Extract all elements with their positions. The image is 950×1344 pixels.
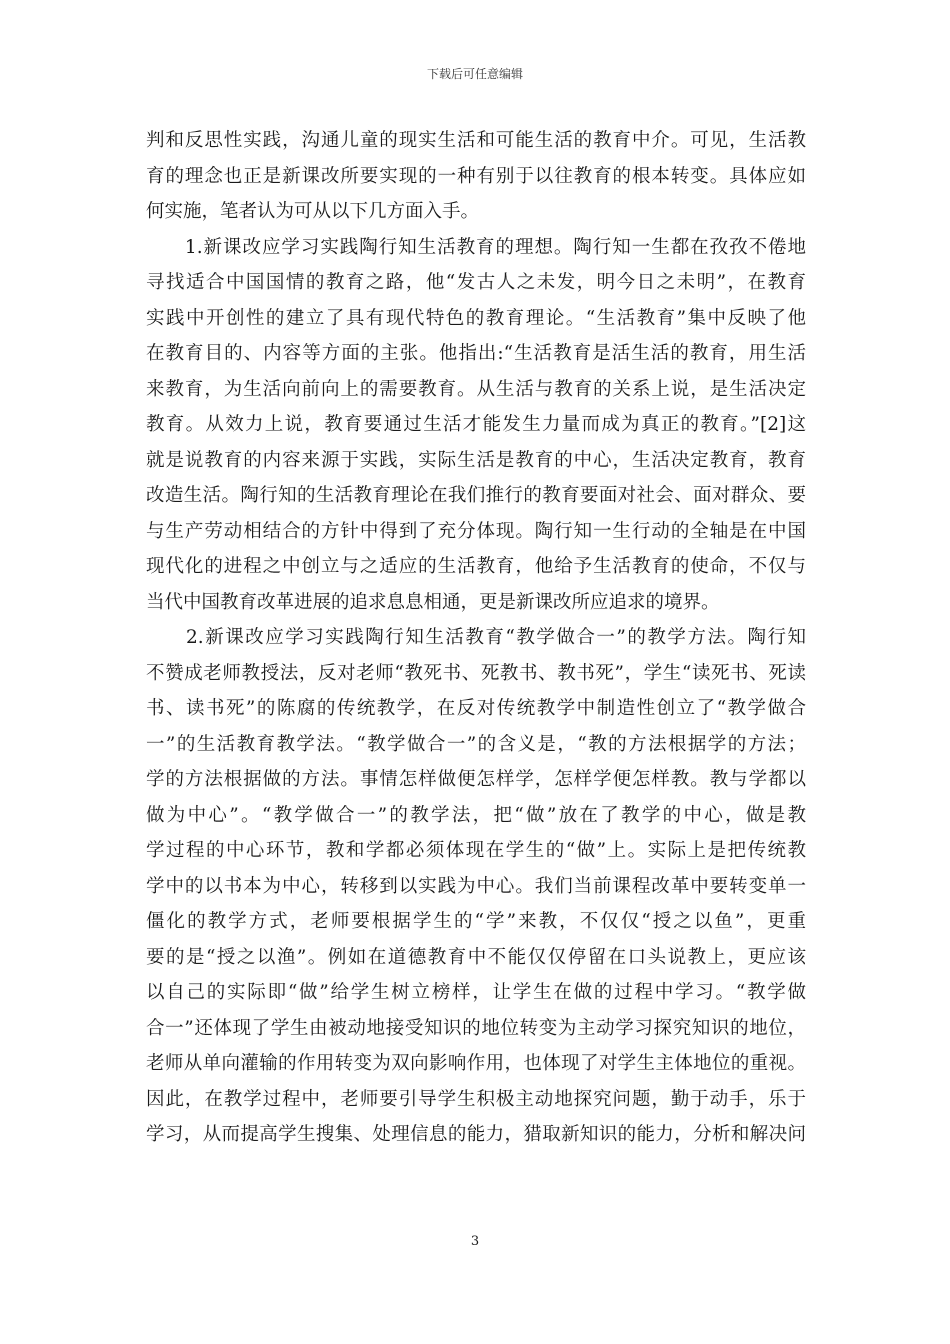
text-line: 学中的以书本为中心，转移到以实践为中心。我们当前课程改革中要转变单一 bbox=[146, 875, 806, 897]
text-line: 当代中国教育改革进展的追求息息相通，更是新课改所应追求的境界。 bbox=[146, 591, 720, 613]
text-line: 老师从单向灌输的作用转变为双向影响作用，也体现了对学生主体地位的重视。 bbox=[146, 1053, 806, 1074]
text-line: 僵化的教学方式，老师要根据学生的“学”来教，不仅仅“授之以鱼”，更重 bbox=[146, 911, 806, 932]
body-text bbox=[146, 123, 806, 1153]
text-line: 育的理念也正是新课改所要实现的一种有别于以往教育的根本转变。具体应如 bbox=[146, 165, 806, 187]
text-line: 1.新课改应学习实践陶行知生活教育的理想。陶行知一生都在孜孜不倦地 bbox=[146, 236, 806, 258]
text-line: 书、读书死”的陈腐的传统教学，在反对传统教学中制造性创立了“教学做合 bbox=[146, 698, 806, 719]
text-line: 2.新课改应学习实践陶行知生活教育“教学做合一”的教学方法。陶行知 bbox=[146, 627, 806, 648]
text-line: 在教育目的、内容等方面的主张。他指出:“生活教育是活生活的教育，用生活 bbox=[146, 343, 806, 364]
text-line: 合一”还体现了学生由被动地接受知识的地位转变为主动学习探究知识的地位， bbox=[146, 1017, 806, 1039]
text-line: 教育。从效力上说，教育要通过生活才能发生力量而成为真正的教育。”[2]这 bbox=[146, 414, 806, 435]
page-number: 3 bbox=[470, 1234, 480, 1249]
text-line: 学习，从而提高学生搜集、处理信息的能力，猎取新知识的能力，分析和解决问 bbox=[146, 1124, 806, 1145]
text-line: 做为中心”。“教学做合一”的教学法，把“做”放在了教学的中心，做是教 bbox=[146, 804, 806, 826]
text-line: 现代化的进程之中创立与之适应的生活教育，他给予生活教育的使命，不仅与 bbox=[146, 556, 806, 577]
text-line: 不赞成老师教授法，反对老师“教死书、死教书、教书死”，学生“读死书、死读 bbox=[146, 662, 806, 684]
page-header: 下载后可任意编辑 bbox=[426, 67, 523, 81]
text-line: 学的方法根据做的方法。事情怎样做便怎样学，怎样学便怎样教。教与学都以 bbox=[146, 769, 806, 790]
text-line: 以自己的实际即“做”给学生树立榜样，让学生在做的过程中学习。“教学做 bbox=[146, 982, 806, 1003]
text-line: 来教育，为生活向前向上的需要教育。从生活与教育的关系上说，是生活决定 bbox=[146, 378, 806, 400]
text-line: 要的是“授之以渔”。例如在道德教育中不能仅仅停留在口头说教上，更应该 bbox=[146, 946, 806, 968]
text-line: 就是说教育的内容来源于实践，实际生活是教育的中心，生活决定教育，教育 bbox=[146, 449, 806, 471]
text-line: 因此，在教学过程中，老师要引导学生积极主动地探究问题，勤于动手，乐于 bbox=[146, 1088, 806, 1110]
text-line: 判和反思性实践，沟通儿童的现实生活和可能生活的教育中介。可见，生活教 bbox=[146, 130, 806, 151]
text-line: 实践中开创性的建立了具有现代特色的教育理论。“生活教育”集中反映了他 bbox=[146, 307, 806, 329]
text-line: 一”的生活教育教学法。“教学做合一”的含义是，“教的方法根据学的方法； bbox=[146, 733, 806, 755]
text-line: 改造生活。陶行知的生活教育理论在我们推行的教育要面对社会、面对群众、要 bbox=[146, 485, 806, 506]
text-line: 与生产劳动相结合的方针中得到了充分体现。陶行知一生行动的全轴是在中国 bbox=[146, 520, 806, 542]
text-line: 寻找适合中国国情的教育之路，他“发古人之未发，明今日之未明”，在教育 bbox=[146, 272, 806, 293]
text-line: 何实施，笔者认为可从以下几方面入手。 bbox=[146, 201, 480, 222]
text-line: 学过程的中心环节，教和学都必须体现在学生的“做”上。实际上是把传统教 bbox=[146, 840, 806, 861]
